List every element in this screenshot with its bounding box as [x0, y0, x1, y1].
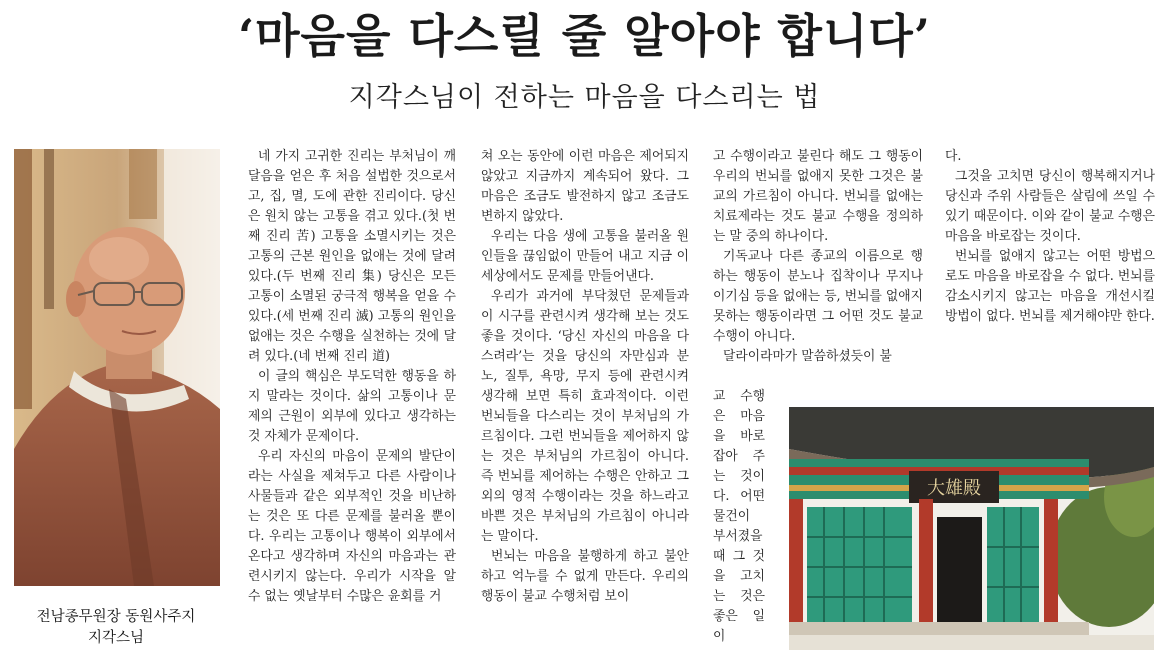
- paragraph: 우리가 과거에 부닥쳤던 문제들과 이 시구를 관련시켜 생각해 보는 것도 좋을 것이다. ‘당신 자신의 마음을 다스려라’는 것을 당신의 자만심과 분노, 질투, 욕망, 무지 등에 관련시켜 생각해 보면 특히 효과적이다. 이런 번뇌들을 다스리는 것이 부처님의 가르침이다. 그런 번뇌들을 제어하지 않는 것은 부처님의 가르침이 아니다. 즉 번뇌를 제어하는 수행은 안하고 그 외의 영적 수행이라는 것을 하느라고 바쁜 것은 부처님의 가르침이 아니라는 말이다.: [481, 289, 689, 544]
- caption-line-1: 전남종무원장 동원사주지: [36, 609, 196, 625]
- paragraph: 번뇌는 마음을 불행하게 하고 불안하고 억누를 수 없게 만든다. 우리의 행동이 불교 수행처럼 보이: [481, 549, 689, 604]
- paragraph: 우리는 다음 생에 고통을 불러올 원인들을 끊임없이 만들어 내고 지금 이 세상에서도 문제를 만들어낸다.: [481, 229, 689, 284]
- paragraph: 달라이라마가 말씀하셨듯이 불: [723, 349, 892, 364]
- article-column-1: [248, 147, 456, 607]
- paragraph: 이 글의 핵심은 부도덕한 행동을 하지 말라는 것이다. 삶의 고통이나 문제의 근원이 외부에 있다고 생각하는 것 자체가 문제이다.: [248, 369, 456, 444]
- paragraph: 그것을 고치면 당신이 행복해지거나 당신과 주위 사람들은 살림에 쓰일 수 있기 때문이다. 이와 같이 불교 수행은 마음을 바로잡는 것이다.: [945, 169, 1155, 244]
- article-title: ‘마음을 다스릴 줄 알아야 합니다’: [238, 9, 931, 63]
- paragraph: 번뇌를 없애지 않고는 어떤 방법으로도 마음을 바로잡을 수 없다. 번뇌를 감소시키지 않고는 마음을 개선시킬 방법이 없다. 번뇌를 제거해야만 한다.: [945, 249, 1155, 324]
- article-column-3-narrow: 교 수행은 마음을 바로 잡아 주는 것이다. 어떤 물건이 부서졌을 때 그 것을 고치는 것은 좋은 일이: [713, 389, 765, 644]
- paragraph: 기독교나 다른 종교의 이름으로 행하는 행동이 분노나 집착이나 무지나 이기심 등을 없애는 등, 번뇌를 없애지 못하는 행동이라면 그 어떤 것도 불교 수행이 아니다.: [713, 249, 923, 344]
- paragraph: 우리 자신의 마음이 문제의 발단이라는 사실을 제쳐두고 다른 사람이나 사물들과 같은 외부적인 것을 비난하는 것은 또 다른 문제를 불러올 뿐이다. 우리는 고통이나 행복이 외부에서 온다고 생각하며 자신의 마음과는 관련시키지 않는다. 우리가 시작을 알 수 없는 옛날부터 수많은 윤회를 거: [248, 449, 456, 604]
- temple-sign-text: 大雄殿: [927, 478, 981, 499]
- paragraph: 고 수행이라고 불린다 해도 그 행동이 우리의 번뇌를 없애지 못한 그것은 불교의 가르침이 아니다. 번뇌를 없애는 치료제라는 것도 불교 수행을 정의하는 말 중의 하나이다.: [713, 149, 923, 244]
- photo-caption: [10, 607, 222, 649]
- article-subtitle: 지각스님이 전하는 마음을 다스리는 법: [348, 82, 821, 113]
- caption-line-2: 지각스님: [87, 630, 145, 646]
- paragraph: 다.: [945, 149, 962, 164]
- paragraph: 쳐 오는 동안에 이런 마음은 제어되지 않았고 지금까지 계속되어 왔다. 그 마음은 조금도 발전하지 않고 조금도 변하지 않았다.: [481, 149, 689, 224]
- monk-photo: [14, 149, 220, 586]
- article-column-4: [945, 147, 1155, 327]
- article-column-3: [713, 147, 923, 367]
- paragraph: 네 가지 고귀한 진리는 부처님이 깨달음을 얻은 후 처음 설법한 것으로서 고, 집, 멸, 도에 관한 진리이다. 당신은 원치 않는 고통을 겪고 있다.(첫 번째 진리 苦) 고통을 소멸시키는 것은 고통의 근본 원인을 없애는 것에 달려있다.(두 번째 진리 集) 당신은 모든 고통이 소멸된 궁극적 행복을 얻을 수 있다.(세 번째 진리 滅) 고통의 원인을 없애는 것은 수행을 실천하는 것에 달려 있다.(네 번째 진리 道): [248, 149, 456, 364]
- article-column-2: [481, 147, 689, 607]
- temple-photo: [789, 407, 1154, 650]
